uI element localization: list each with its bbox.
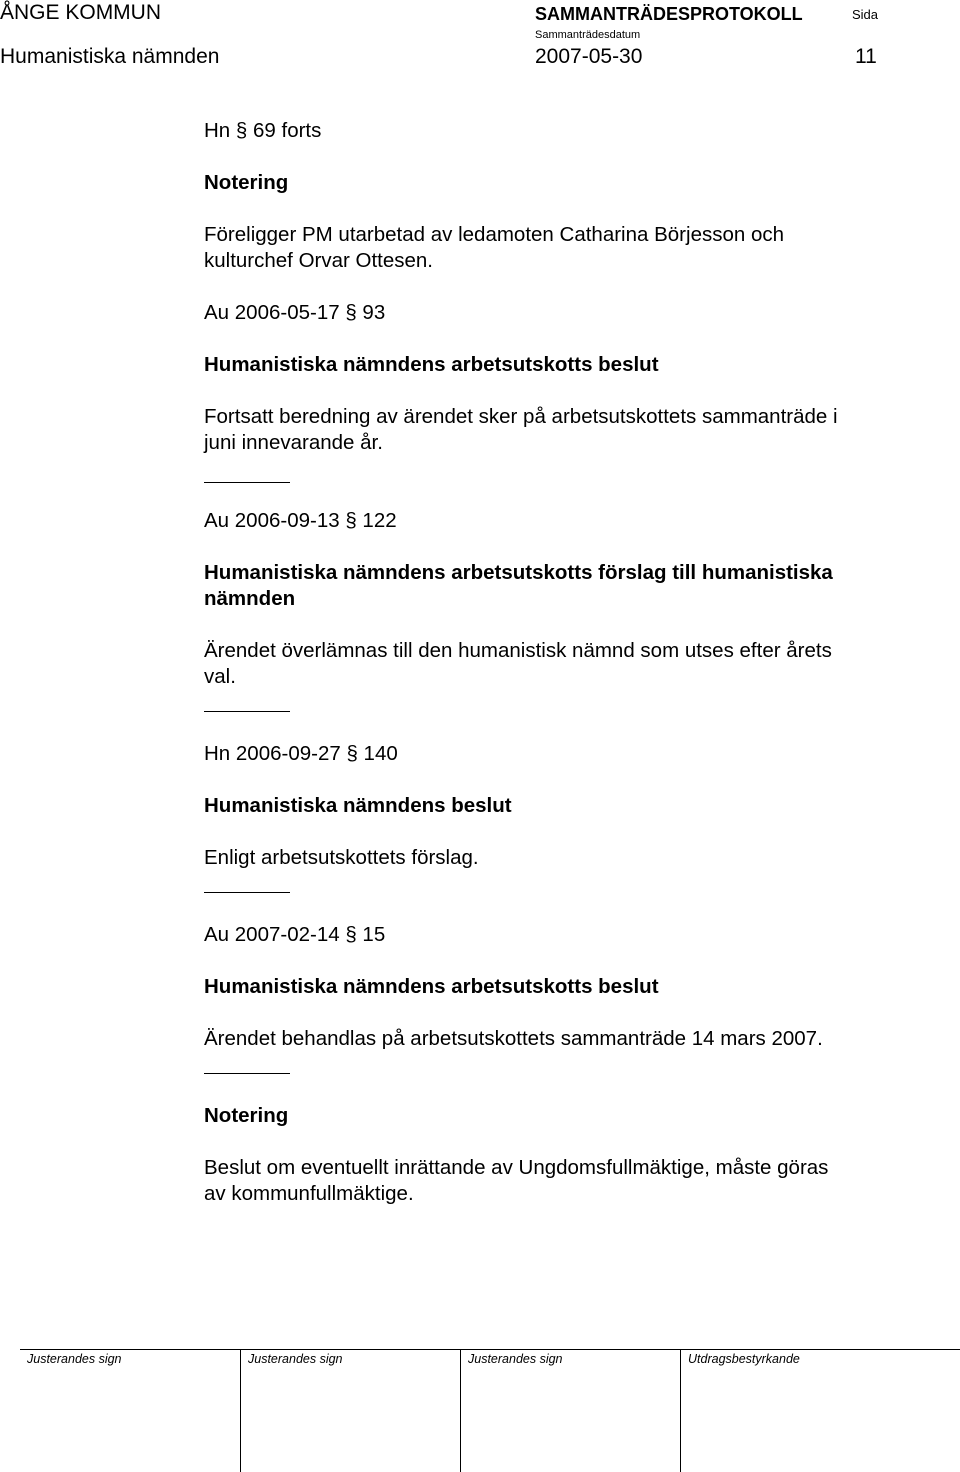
section-divider	[204, 1073, 290, 1074]
section-heading: Hn § 69 forts	[204, 119, 322, 142]
notering-title: Notering	[204, 171, 289, 194]
proposal-title-line: Humanistiska nämndens arbetsutskotts förslag till humanistiska	[204, 561, 833, 584]
decision-text: Ärendet behandlas på arbetsutskottets sammanträde 14 mars 2007.	[204, 1027, 823, 1050]
footer-column-divider	[460, 1349, 461, 1472]
section-divider	[204, 482, 290, 483]
notering-text-line: Beslut om eventuellt inrättande av Ungdomsfullmäktige, måste göras	[204, 1156, 829, 1179]
date-label: Sammanträdesdatum	[535, 29, 641, 41]
proposal-title-line: nämnden	[204, 587, 296, 610]
page-label: Sida	[852, 7, 879, 22]
document-type: SAMMANTRÄDESPROTOKOLL	[535, 4, 803, 24]
section-divider	[204, 892, 290, 893]
meeting-date: 2007-05-30	[535, 45, 643, 68]
page-number: 11	[855, 45, 877, 68]
section-divider	[204, 711, 290, 712]
reference-line: Au 2006-05-17 § 93	[204, 301, 386, 324]
reference-line: Au 2007-02-14 § 15	[204, 923, 386, 946]
reference-line: Hn 2006-09-27 § 140	[204, 742, 398, 765]
decision-title: Humanistiska nämndens arbetsutskotts beslut	[204, 975, 659, 998]
reference-line: Au 2006-09-13 § 122	[204, 509, 397, 532]
notering-text-line: kulturchef Orvar Ottesen.	[204, 249, 434, 272]
decision-text: Enligt arbetsutskottets förslag.	[204, 846, 479, 869]
notering-text-line: av kommunfullmäktige.	[204, 1182, 414, 1205]
signature-label: Justerandes sign	[248, 1352, 343, 1366]
footer-column-divider	[240, 1349, 241, 1472]
decision-title: Humanistiska nämndens arbetsutskotts beslut	[204, 353, 659, 376]
decision-text-line: juni innevarande år.	[204, 431, 383, 454]
footer-column-divider	[680, 1349, 681, 1472]
footer-rule	[20, 1349, 960, 1350]
decision-text-line: Fortsatt beredning av ärendet sker på arbetsutskottets sammanträde i	[204, 405, 838, 428]
signature-label: Justerandes sign	[27, 1352, 122, 1366]
organization-name: ÅNGE KOMMUN	[0, 1, 162, 24]
signature-label: Justerandes sign	[468, 1352, 563, 1366]
committee-name: Humanistiska nämnden	[0, 45, 220, 68]
notering-text-line: Föreligger PM utarbetad av ledamoten Catharina Börjesson och	[204, 223, 785, 246]
certification-label: Utdragsbestyrkande	[688, 1352, 800, 1366]
proposal-text-line: val.	[204, 665, 236, 688]
decision-title: Humanistiska nämndens beslut	[204, 794, 512, 817]
proposal-text-line: Ärendet överlämnas till den humanistisk nämnd som utses efter årets	[204, 639, 832, 662]
notering-title: Notering	[204, 1104, 289, 1127]
